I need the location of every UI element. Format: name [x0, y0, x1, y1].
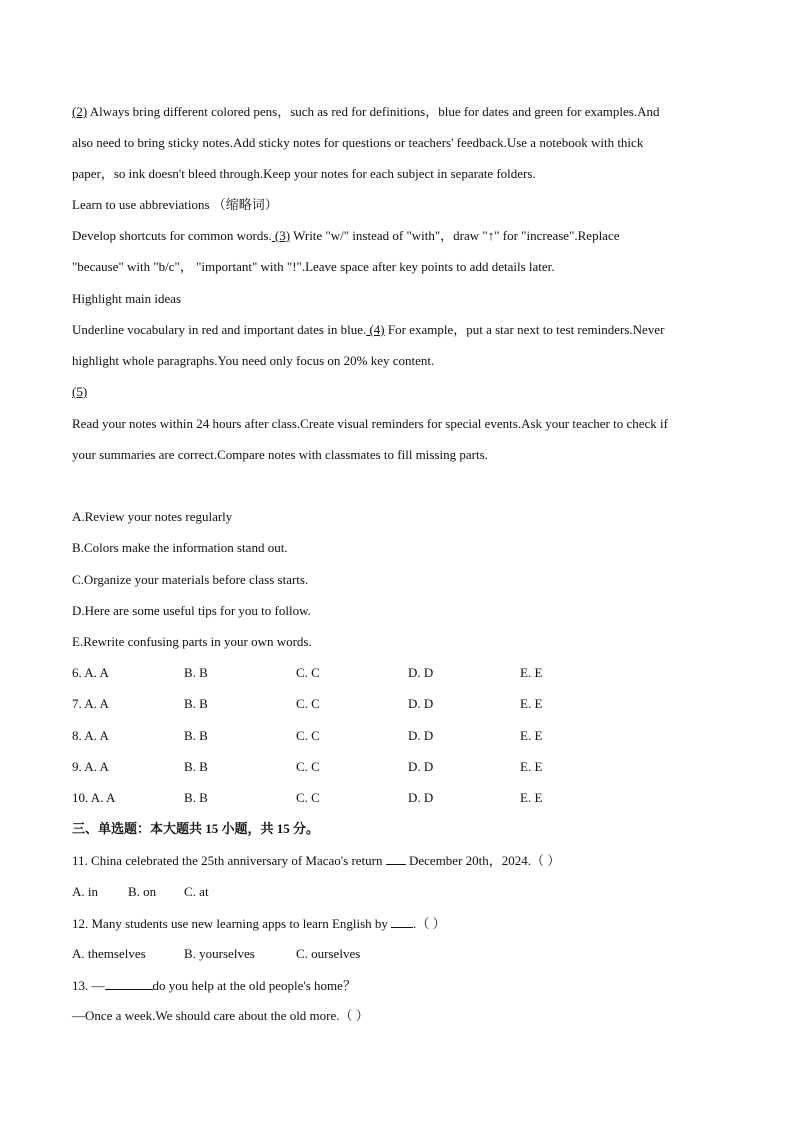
option-a[interactable]: 8. A. A	[72, 728, 109, 743]
question-13-text-pre: 13. —	[72, 978, 105, 993]
question-13-line-2: —Once a week.We should care about the old more.（ ）	[72, 1008, 369, 1023]
paragraph-2-line-3: paper，so ink doesn't bleed through.Keep your notes for each subject in separate folders.	[72, 166, 536, 181]
question-11	[72, 852, 560, 869]
option-c[interactable]: C. at	[184, 884, 209, 899]
question-12	[72, 915, 446, 932]
choice-b: B.Colors make the information stand out.	[72, 540, 288, 555]
option-a[interactable]: A. themselves	[72, 946, 146, 961]
option-e[interactable]: E. E	[520, 665, 543, 680]
answer-blank	[386, 852, 406, 865]
blank-marker-2: (2)	[72, 104, 88, 119]
highlight-line-2: highlight whole paragraphs.You need only focus on 20% key content.	[72, 353, 435, 368]
option-e[interactable]: E. E	[520, 790, 543, 805]
option-b[interactable]: B. B	[184, 728, 208, 743]
option-c[interactable]: C. C	[296, 790, 320, 805]
option-b[interactable]: B. on	[128, 884, 157, 899]
option-b[interactable]: B. B	[184, 665, 208, 680]
choice-e: E.Rewrite confusing parts in your own words.	[72, 634, 312, 649]
paragraph-2-line-1	[72, 104, 660, 120]
heading-abbreviations: Learn to use abbreviations （缩略词）	[72, 197, 278, 212]
blank-marker-4: (4)	[366, 322, 385, 337]
blank-marker-3: (3)	[271, 228, 291, 243]
option-d[interactable]: D. D	[408, 759, 434, 774]
abbrev-line-2: "because" with "b/c"， "important" with "!".Leave space after key points to add details later.	[72, 259, 555, 274]
choice-a: A.Review your notes regularly	[72, 509, 233, 524]
option-d[interactable]: D. D	[408, 728, 434, 743]
option-a[interactable]: 7. A. A	[72, 696, 109, 711]
blank-marker-5: (5)	[72, 384, 88, 399]
option-a[interactable]: A. in	[72, 884, 98, 899]
heading-highlight: Highlight main ideas	[72, 291, 182, 306]
option-e[interactable]: E. E	[520, 696, 543, 711]
review-line-1: Read your notes within 24 hours after class.Create visual reminders for special events.Ask your teacher to check if	[72, 416, 669, 431]
question-13-text-post: do you help at the old people's home？	[152, 978, 356, 993]
option-c[interactable]: C. C	[296, 728, 320, 743]
paragraph-2-line-2: also need to bring sticky notes.Add sticky notes for questions or teachers' feedback.Use a notebook with thick	[72, 135, 644, 150]
highlight-text-post: For example，put a star next to test reminders.Never	[384, 322, 665, 337]
option-d[interactable]: D. D	[408, 665, 434, 680]
option-c[interactable]: C. C	[296, 665, 320, 680]
option-d[interactable]: D. D	[408, 696, 434, 711]
question-12-text-post: .（ ）	[413, 916, 446, 931]
question-11-text-pre: 11. China celebrated the 25th anniversary of Macao's return	[72, 853, 386, 868]
choice-c: C.Organize your materials before class starts.	[72, 572, 309, 587]
option-a[interactable]: 6. A. A	[72, 665, 109, 680]
paragraph-2-text: Always bring different colored pens，such as red for definitions，blue for dates and green for examples.And	[87, 104, 660, 119]
option-c[interactable]: C. C	[296, 759, 320, 774]
choice-d: D.Here are some useful tips for you to follow.	[72, 603, 311, 618]
abbrev-text-pre: Develop shortcuts for common words.	[72, 228, 272, 243]
option-c[interactable]: C. C	[296, 696, 320, 711]
option-a[interactable]: 10. A. A	[72, 790, 116, 805]
option-e[interactable]: E. E	[520, 759, 543, 774]
answer-blank	[105, 977, 153, 990]
question-11-text-post: December 20th，2024.（ ）	[405, 853, 561, 868]
question-12-text-pre: 12. Many students use new learning apps to learn English by	[72, 916, 392, 931]
option-b[interactable]: B. B	[184, 696, 208, 711]
option-b[interactable]: B. B	[184, 790, 208, 805]
abbrev-text-post: Write "w/" instead of "with"，draw "↑" for "increase".Replace	[290, 228, 620, 243]
option-d[interactable]: D. D	[408, 790, 434, 805]
review-line-2: your summaries are correct.Compare notes with classmates to fill missing parts.	[72, 447, 488, 462]
option-a[interactable]: 9. A. A	[72, 759, 109, 774]
option-e[interactable]: E. E	[520, 728, 543, 743]
section-3-heading: 三、单选题：本大题共 15 小题，共 15 分。	[72, 821, 320, 836]
option-b[interactable]: B. yourselves	[184, 946, 255, 961]
option-b[interactable]: B. B	[184, 759, 208, 774]
abbrev-line-1	[72, 228, 620, 244]
answer-blank	[391, 915, 413, 928]
question-13	[72, 977, 356, 994]
option-c[interactable]: C. ourselves	[296, 946, 361, 961]
highlight-line-1	[72, 322, 664, 338]
highlight-text-pre: Underline vocabulary in red and important dates in blue.	[72, 322, 367, 337]
